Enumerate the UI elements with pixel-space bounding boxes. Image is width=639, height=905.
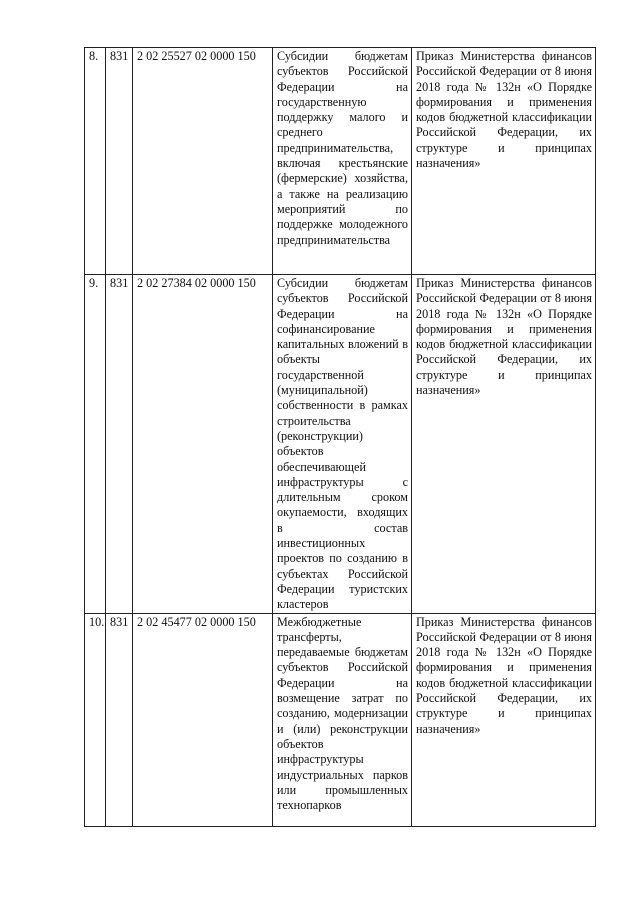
row-number: 10. <box>85 613 106 826</box>
revenue-name: Межбюджетные трансферты, передаваемые бюджетам субъектов Российской Федерации на возмещение затрат по созданию, модернизации и (или) реконструкции объектов инфраструктуры индустриальных парков или промышленных технопарков <box>273 613 412 826</box>
administrator-code: 831 <box>106 613 133 826</box>
legal-basis: Приказ Министерства финансов Российской Федерации от 8 июня 2018 года № 132н «О Порядке формирования и применения кодов бюджетной классификации Российской Федерации, их структуре и принципах назначения» <box>412 613 596 826</box>
administrator-code: 831 <box>106 275 133 614</box>
row-number: 8. <box>85 48 106 275</box>
revenue-name: Субсидии бюджетам субъектов Российской Федерации на софинансирование капитальных вложений в объекты государственной (муниципальной) собственности в рамках строительства (реконструкции) объектов обеспечивающей инфраструктуры с длительным сроком окупаемости, входящих в состав инвестиционных проектов по созданию в субъектах Российской Федерации туристских кластеров <box>273 275 412 614</box>
budget-revenue-table <box>84 47 596 827</box>
table-row <box>85 613 596 826</box>
row-number: 9. <box>85 275 106 614</box>
budget-classification-code: 2 02 27384 02 0000 150 <box>133 275 273 614</box>
legal-basis: Приказ Министерства финансов Российской Федерации от 8 июня 2018 года № 132н «О Порядке формирования и применения кодов бюджетной классификации Российской Федерации, их структуре и принципах назначения» <box>412 48 596 275</box>
legal-basis: Приказ Министерства финансов Российской Федерации от 8 июня 2018 года № 132н «О Порядке формирования и применения кодов бюджетной классификации Российской Федерации, их структуре и принципах назначения» <box>412 275 596 614</box>
budget-classification-code: 2 02 25527 02 0000 150 <box>133 48 273 275</box>
administrator-code: 831 <box>106 48 133 275</box>
table-row <box>85 275 596 614</box>
budget-classification-code: 2 02 45477 02 0000 150 <box>133 613 273 826</box>
revenue-name: Субсидии бюджетам субъектов Российской Федерации на государственную поддержку малого и среднего предпринимательства, включая крестьянские (фермерские) хозяйства, а также на реализацию мероприятий по поддержке молодежного предпринимательства <box>273 48 412 275</box>
table-row <box>85 48 596 275</box>
